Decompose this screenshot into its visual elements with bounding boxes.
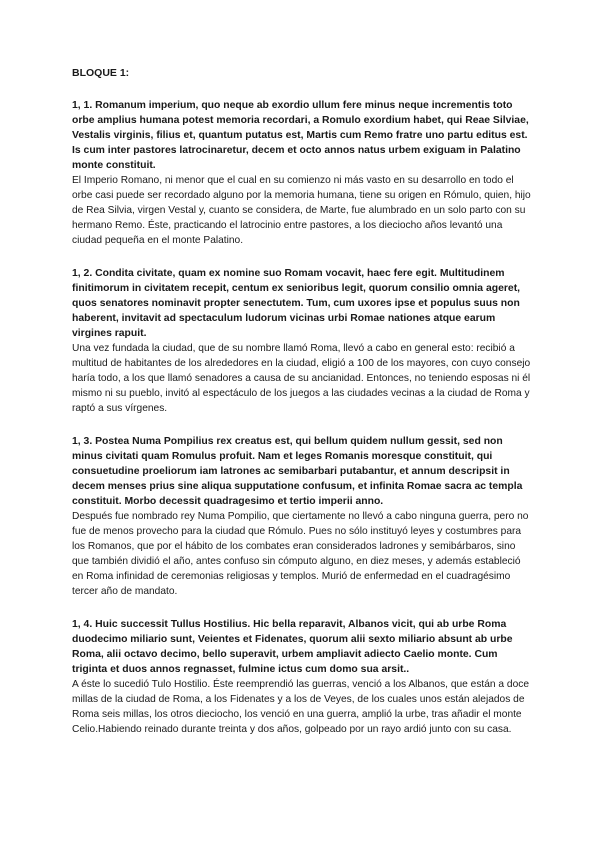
paragraph-section-2 <box>72 266 532 416</box>
spanish-translation: Una vez fundada la ciudad, que de su nombre llamó Roma, llevó a cabo en general esto: recibió a multitud de habitantes de los alrededores en la ciudad, eligió a 100 de los mayores, con cuyo consejo haría todo, a los que llamó senadores a causa de su ancianidad. Entonces, no teniendo esposas ni él mismo ni su pueblo, invitó al espectáculo de los juegos a las ciudades vecinas a la ciudad de Roma y raptó a sus vírgenes. <box>72 343 531 414</box>
spanish-translation: El Imperio Romano, ni menor que el cual en su comienzo ni más vasto en su desarrollo en todo el orbe casi puede ser recordado alguno por la memoria humana, tiene su origen en Rómulo, quien, hijo de Rea Silvia, virgen Vestal y, cuanto se considera, de Marte, fue alumbrado en un solo parto con su hermano Remo. Éste, practicando el latrocinio entre pastores, a los dieciocho años levantó una ciudad pequeña en el monte Palatino. <box>72 175 531 246</box>
paragraph-section-4 <box>72 617 532 737</box>
document-page <box>72 66 532 755</box>
paragraph-section-3 <box>72 434 532 599</box>
document-heading: BLOQUE 1: <box>72 67 130 79</box>
spanish-translation: Después fue nombrado rey Numa Pompilio, que ciertamente no llevó a cabo ninguna guerra, pero no fue de menos provecho para la ciudad que Rómulo. Pues no sólo instituyó leyes y costumbres para los Romanos, que por el hábito de los combates eran considerados ladrones y semibárbaros, sino que también dividió el año, antes confuso sin cómputo alguno, en diez meses, y además estableció en Roma infinidad de ceremonias religiosas y templos. Murió de enfermedad en el cuadragésimo tercer año de mandato. <box>72 511 529 597</box>
paragraph-section-1 <box>72 98 532 248</box>
latin-text: 1, 1. Romanum imperium, quo neque ab exordio ullum fere minus neque incrementis toto orbe amplius humana potest memoria recordari, a Romulo exordium habet, qui Reae Silviae, Vestalis virginis, filius et, quantum putatus est, Martis cum Remo fratre uno partu editus est. Is cum inter pastores latrocinaretur, decem et octo annos natus urbem exiguam in Palatino monte constituit. <box>72 100 529 171</box>
latin-text: 1, 4. Huic successit Tullus Hostilius. Hic bella reparavit, Albanos vicit, qui ab urbe Roma duodecimo miliario sunt, Veientes et Fidenates, quorum alii sexto miliario absunt ab urbe Roma, alii octavo decimo, bello superavit, urbem ampliavit adiecto Caelio monte. Cum triginta et duos annos regnasset, fulmine ictus cum domo sua arsit.. <box>72 619 513 675</box>
spanish-translation: A éste lo sucedió Tulo Hostilio. Éste reemprendió las guerras, venció a los Albanos, que están a doce millas de la ciudad de Roma, a los Fidenates y a los de Veyes, de los cuales unos están alejados de Roma seis millas, los otros dieciocho, los venció en una guerra, amplió la urbe, tras añadir el monte Celio.Habiendo reinado durante treinta y dos años, golpeado por un rayo ardió junto con su casa. <box>72 679 530 735</box>
latin-text: 1, 3. Postea Numa Pompilius rex creatus est, qui bellum quidem nullum gessit, sed non minus civitati quam Romulus profuit. Nam et leges Romanis moresque constituit, qui consuetudine proeliorum iam latrones ac semibarbari putabantur, et annum descripsit in decem menses prius sine aliqua supputatione confusum, et infinita Romae sacra ac templa constituit. Morbo decessit quadragesimo et tertio imperii anno. <box>72 436 523 507</box>
latin-text: 1, 2. Condita civitate, quam ex nomine suo Romam vocavit, haec fere egit. Multitudinem finitimorum in civitatem recepit, centum ex senioribus legit, quorum consilio omnia ageret, quos senatores nominavit propter senectutem. Tum, cum uxores ipse et populus suus non haberent, invitavit ad spectaculum ludorum vicinas urbi Romae nationes atque earum virgines rapuit. <box>72 268 521 339</box>
